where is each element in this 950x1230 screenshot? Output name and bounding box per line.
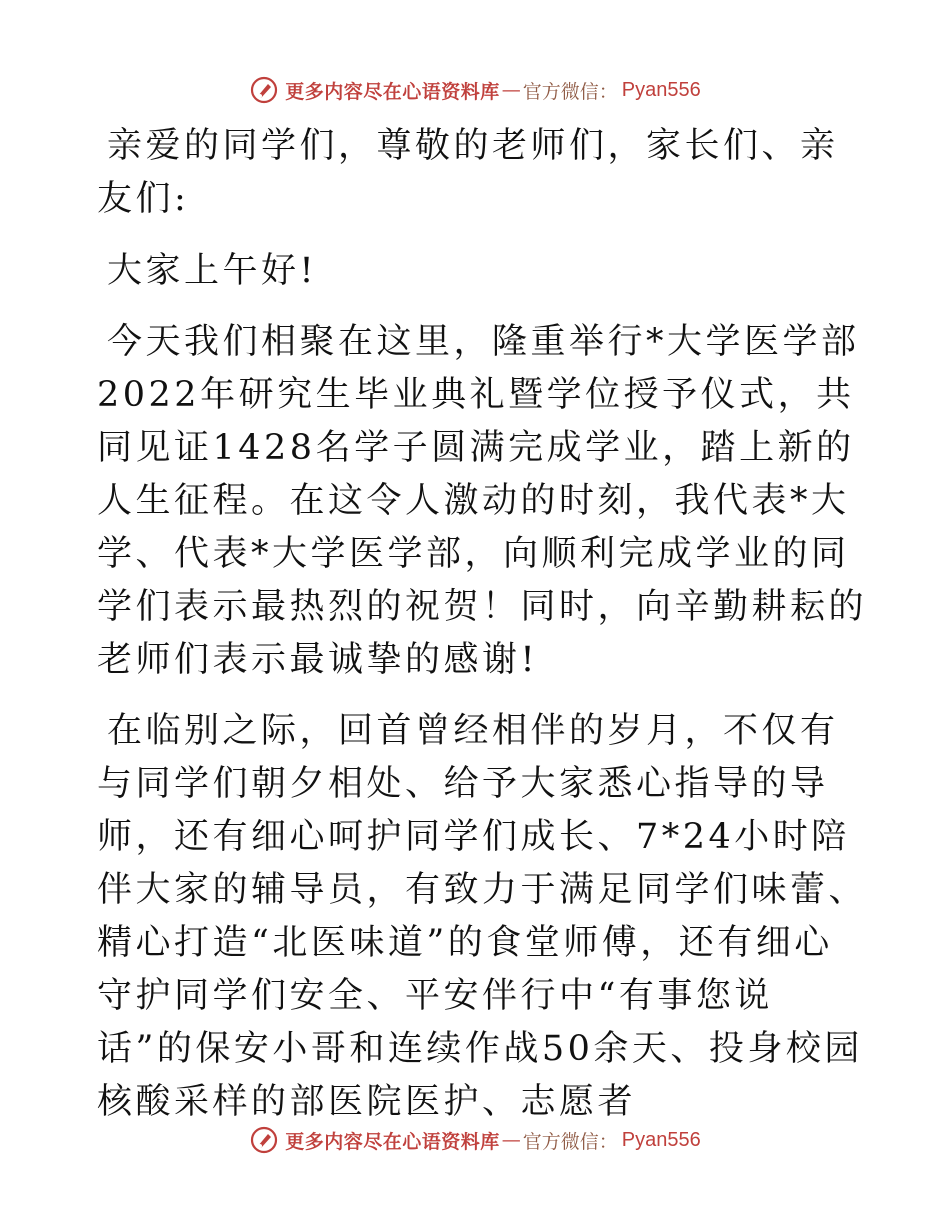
pen-nib-seal-icon	[249, 75, 279, 105]
banner-slogan: 更多内容尽在心语资料库	[285, 80, 500, 103]
document-body	[97, 120, 867, 1129]
banner-wechat-id: Pyan556	[621, 78, 701, 101]
header-watermark-banner	[0, 70, 950, 110]
pen-nib-seal-icon	[249, 1125, 279, 1155]
banner-wechat-label: 官方微信：	[522, 80, 618, 103]
footer-watermark-banner	[0, 1120, 950, 1160]
banner-wechat-id: Pyan556	[621, 1128, 701, 1151]
banner-separator: —	[501, 79, 521, 101]
banner-slogan: 更多内容尽在心语资料库	[285, 1130, 500, 1153]
paragraph-salutation: 大家上午好!	[107, 251, 318, 291]
banner-wechat-label: 官方微信：	[522, 1130, 618, 1153]
paragraph-opening: 今天我们相聚在这里，隆重举行*大学医学部2022年研究生毕业典礼暨学位授予仪式，共同见证1428名学子圆满完成学业，踏上新的人生征程。在这令人激动的时刻，我代表*大学、代表*大学医学部，向顺利完成学业的同学们表示最热烈的祝贺！同时，向辛勤耕耘的老师们表示最诚挚的感谢!	[97, 322, 868, 680]
paragraph-greeting: 亲爱的同学们，尊敬的老师们，家长们、亲友们:	[97, 126, 839, 219]
paragraph-reflection: 在临别之际，回首曾经相伴的岁月，不仅有与同学们朝夕相处、给予大家悉心指导的导师，还有细心呵护同学们成长、7*24小时陪伴大家的辅导员，有致力于满足同学们味蕾、精心打造“北医味道”的食堂师傅，还有细心守护同学们安全、平安伴行中“有事您说话”的保安小哥和连续作战50余天、投身校园核酸采样的部医院医护、志愿者	[97, 711, 868, 1122]
banner-separator: —	[501, 1129, 521, 1151]
